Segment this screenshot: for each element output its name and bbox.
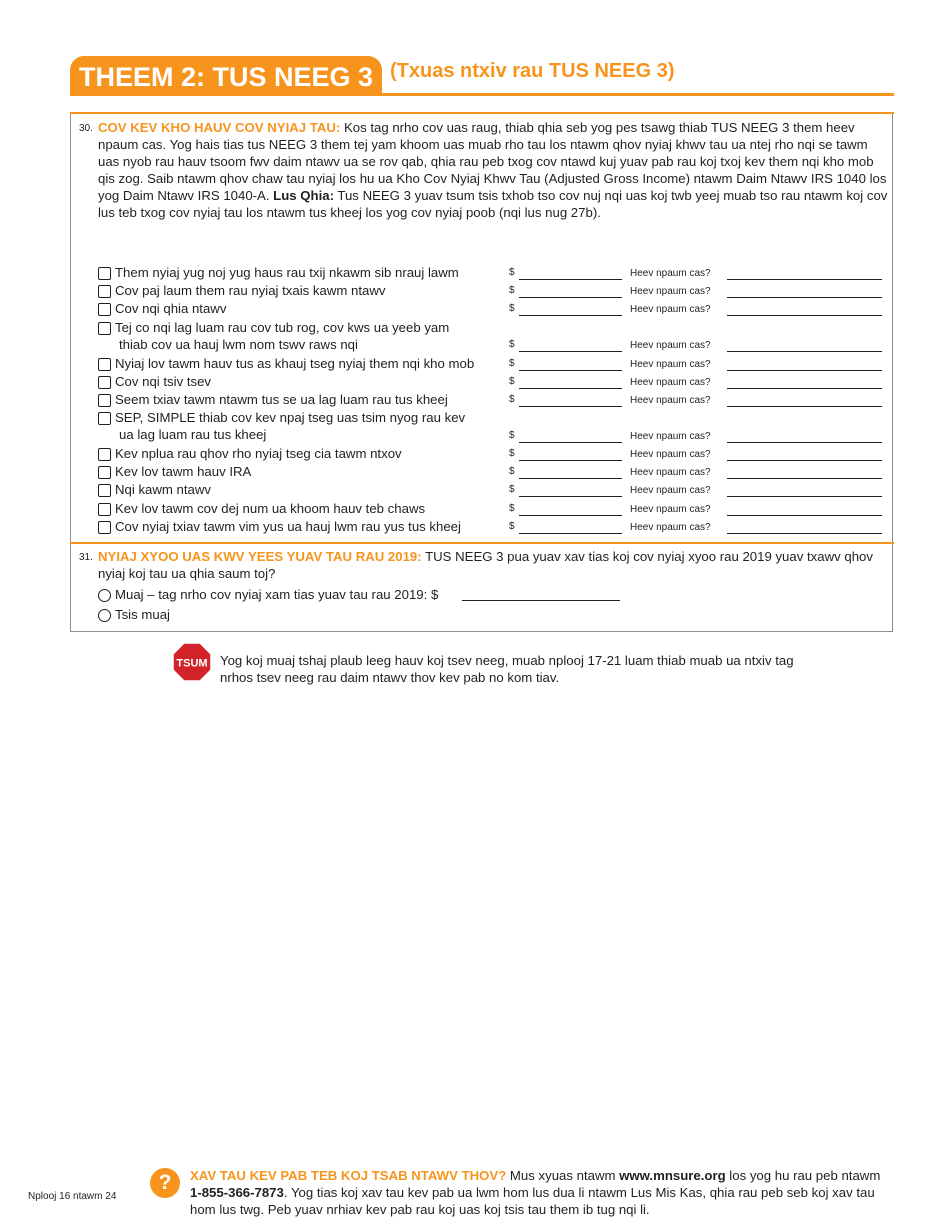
help-website-link[interactable]: www.mnsure.org <box>619 1168 726 1183</box>
checkbox[interactable] <box>98 503 111 516</box>
frequency-field[interactable] <box>727 521 882 534</box>
checkbox[interactable] <box>98 521 111 534</box>
q31-paragraph <box>98 548 888 582</box>
help-text-a: Mus xyuas ntawm <box>506 1168 620 1183</box>
frequency-field[interactable] <box>727 484 882 497</box>
dollar-sign: $ <box>509 448 515 459</box>
checkbox[interactable] <box>98 285 111 298</box>
page-number: Nplooj 16 ntawm 24 <box>28 1191 117 1202</box>
amount-field[interactable] <box>519 521 622 534</box>
checkbox[interactable] <box>98 484 111 497</box>
section-subtitle: (Txuas ntxiv rau TUS NEEG 3) <box>390 60 675 82</box>
q30-paragraph <box>98 119 888 221</box>
deduction-item-label: Kev nplua rau qhov rho nyiaj tseg cia tawm ntxov <box>115 446 402 461</box>
amount-field[interactable] <box>519 339 622 352</box>
deduction-item[interactable] <box>98 264 459 281</box>
question-divider <box>70 542 894 544</box>
dollar-sign: $ <box>509 502 515 514</box>
checkbox[interactable] <box>98 358 111 371</box>
amount-field[interactable] <box>519 303 622 316</box>
help-paragraph <box>190 1167 890 1218</box>
q31-number: 31. <box>79 552 93 563</box>
checkbox[interactable] <box>98 394 111 407</box>
frequency-label: Heev npaum cas? <box>630 394 711 406</box>
amount-field[interactable] <box>519 484 622 497</box>
frequency-label: Heev npaum cas? <box>630 376 711 388</box>
frequency-field[interactable] <box>727 503 882 516</box>
deduction-item[interactable] <box>98 319 449 353</box>
dollar-sign: $ <box>509 303 515 315</box>
header-rule <box>70 93 894 96</box>
help-title: XAV TAU KEV PAB TEB KOJ TSAB NTAWV THOV? <box>190 1168 507 1183</box>
checkbox[interactable] <box>98 322 111 335</box>
dollar-sign: $ <box>509 393 515 405</box>
dollar-sign: $ <box>509 466 515 478</box>
frequency-field[interactable] <box>727 430 882 443</box>
stop-sign-text: TSUM <box>176 657 208 670</box>
help-question-icon: ? <box>150 1168 180 1198</box>
amount-field[interactable] <box>519 466 622 479</box>
checkbox[interactable] <box>98 267 111 280</box>
deduction-item[interactable] <box>98 391 448 408</box>
q31-option-yes[interactable] <box>98 586 438 603</box>
amount-field[interactable] <box>519 503 622 516</box>
deduction-item[interactable] <box>98 500 425 517</box>
frequency-label: Heev npaum cas? <box>630 304 711 316</box>
amount-field[interactable] <box>519 358 622 371</box>
frequency-label: Heev npaum cas? <box>630 286 711 298</box>
frequency-label: Heev npaum cas? <box>630 521 711 533</box>
dollar-sign: $ <box>509 285 515 297</box>
deduction-item[interactable] <box>98 445 402 462</box>
checkbox[interactable] <box>98 466 111 479</box>
deduction-item[interactable] <box>98 373 211 390</box>
dollar-sign: $ <box>509 339 515 351</box>
frequency-label: Heev npaum cas? <box>630 449 711 460</box>
deduction-item-label: Kev lov tawm hauv IRA <box>115 464 252 480</box>
deduction-item-label: Nqi kawm ntawv <box>115 482 212 498</box>
deduction-item[interactable] <box>98 300 226 317</box>
q30-note-label: Lus Qhia: <box>273 188 334 203</box>
frequency-label: Heev npaum cas? <box>630 358 711 370</box>
section-tab-title: THEEM 2: TUS NEEG 3 <box>70 56 382 96</box>
amount-field[interactable] <box>519 430 622 443</box>
dollar-sign: $ <box>509 520 515 532</box>
amount-field[interactable] <box>519 267 622 280</box>
frequency-field[interactable] <box>727 448 882 461</box>
deduction-item-label: SEP, SIMPLE thiab cov kev npaj tseg uas tsim nyog rau kev <box>115 410 466 426</box>
q31-label: NYIAJ XYOO UAS KWV YEES YUAV TAU RAU 2019: <box>98 549 422 564</box>
frequency-label: Heev npaum cas? <box>630 467 711 479</box>
dollar-sign: $ <box>509 375 515 387</box>
frequency-field[interactable] <box>727 394 882 407</box>
deduction-item-label-line2: ua lag luam rau tus kheej <box>119 427 267 443</box>
q31-option-no-label: Tsis muaj <box>115 607 170 622</box>
deduction-item[interactable] <box>98 355 474 372</box>
stop-sign-icon <box>172 642 212 682</box>
dollar-sign: $ <box>509 267 515 278</box>
q31-text: TUS NEEG 3 pua yuav xav tias koj cov nyiaj xyoo rau 2019 yuav txawv qhov nyiaj koj tau ua qhia saum toj? <box>98 549 873 581</box>
frequency-label: Heev npaum cas? <box>630 485 711 497</box>
radio-no[interactable] <box>98 609 111 622</box>
help-text-b: los yog hu rau peb ntawm <box>725 1168 881 1183</box>
frequency-field[interactable] <box>727 267 882 280</box>
amount-field[interactable] <box>519 448 622 461</box>
frequency-label: Heev npaum cas? <box>630 503 711 515</box>
q30-number: 30. <box>79 123 93 134</box>
frequency-field[interactable] <box>727 466 882 479</box>
frequency-field[interactable] <box>727 376 882 389</box>
q31-option-yes-label: Muaj – tag nrho cov nyiaj xam tias yuav tau rau 2019: $ <box>115 587 439 602</box>
amount-field[interactable] <box>519 394 622 407</box>
help-phone: 1-855-366-7873 <box>190 1185 284 1200</box>
deduction-item-label: Cov nqi qhia ntawv <box>115 301 227 317</box>
deduction-item-label: Cov paj laum them rau nyiaj txais kawm ntawv <box>115 283 386 299</box>
amount-field[interactable] <box>519 376 622 389</box>
q30-note-text: Tus NEEG 3 yuav tsum tsis txhob tso cov nuj nqi uas koj twb yeej muab tso rau ntawm koj cov lus teb txog cov nyiaj tau los ntawm tus kheej los yog cov nyiaj poob (nqi lus nug 27b). <box>98 188 888 220</box>
deduction-item-label-line2: thiab cov ua hauj lwm nom tswv raws nqi <box>119 336 358 352</box>
frequency-field[interactable] <box>727 303 882 316</box>
deduction-item-label: Kev lov tawm cov dej num ua khoom hauv teb chaws <box>115 500 426 516</box>
deduction-item[interactable] <box>98 463 251 480</box>
deduction-item[interactable] <box>98 409 465 443</box>
frequency-label: Heev npaum cas? <box>630 430 711 442</box>
frequency-field[interactable] <box>727 339 882 352</box>
deduction-item[interactable] <box>98 282 385 299</box>
amount-field[interactable] <box>519 285 622 298</box>
frequency-label: Heev npaum cas? <box>630 268 711 279</box>
q30-label: COV KEV KHO HAUV COV NYIAJ TAU: <box>98 120 341 135</box>
deduction-item-label: Seem txiav tawm ntawm tus se ua lag luam rau tus kheej <box>115 391 448 407</box>
frequency-field[interactable] <box>727 285 882 298</box>
dollar-sign: $ <box>509 429 515 441</box>
dollar-sign: $ <box>509 357 515 369</box>
deduction-item-label: Cov nqi tsiv tsev <box>115 373 212 389</box>
stop-notice-text: Yog koj muaj tshaj plaub leeg hauv koj tsev neeg, muab nplooj 17-21 luam thiab muab ua ntxiv tag nrhos tsev neeg rau daim ntawv thov kev pab no kom tiav. <box>220 653 794 685</box>
deduction-item-label: Nyiaj lov tawm hauv tus as khauj tseg nyiaj them nqi kho mob <box>115 355 475 371</box>
checkbox[interactable] <box>98 376 111 389</box>
deduction-item[interactable] <box>98 518 461 535</box>
frequency-field[interactable] <box>727 358 882 371</box>
frequency-label: Heev npaum cas? <box>630 340 711 352</box>
deduction-item-label: Them nyiaj yug noj yug haus rau txij nkawm sib nrauj lawm <box>115 265 459 280</box>
deduction-item-label: Tej co nqi lag luam rau cov tub rog, cov kws ua yeeb yam <box>115 319 450 335</box>
q31-amount-field[interactable] <box>462 600 620 601</box>
help-text-c: . Yog tias koj xav tau kev pab ua lwm hom lus dua li ntawm Lus Mis Kas, qhia rau peb seb koj xav tau hom lus twg. Peb yuav nrhiav kev pab rau koj uas koj tsis tau them ib tug nqi li. <box>190 1185 875 1217</box>
radio-yes[interactable] <box>98 589 111 602</box>
checkbox[interactable] <box>98 412 111 425</box>
dollar-sign: $ <box>509 484 515 496</box>
deduction-item-label: Cov nyiaj txiav tawm vim yus ua hauj lwm rau yus tus kheej <box>115 518 461 534</box>
q31-option-no[interactable] <box>98 606 170 623</box>
checkbox[interactable] <box>98 303 111 316</box>
checkbox[interactable] <box>98 448 111 461</box>
q30-text: Kos tag nrho cov uas raug, thiab qhia seb yog pes tsawg thiab TUS NEEG 3 them heev npaum cas. Yog hais tias tus NEEG 3 them tej yam khoom uas muab rho tau los ntawm qhov nyiaj khwv tau ua ntej rho nqi se tawm uas nyob rau hauv tsoom fwv daim ntawv ua se rov qab, qhia rau peb txog cov ntawd kuj yuav pab rau koj txoj kev them nqi kho mob qis zog. Saib ntawm qhov chaw tau nyiaj los hu ua Kho Cov Nyiaj Khwv Tau (Adjusted Gross Income) ntawm Daim Ntawv IRS 1040 los yog Daim Ntawv IRS 1040-A. <box>98 120 887 203</box>
deduction-item[interactable] <box>98 481 211 498</box>
